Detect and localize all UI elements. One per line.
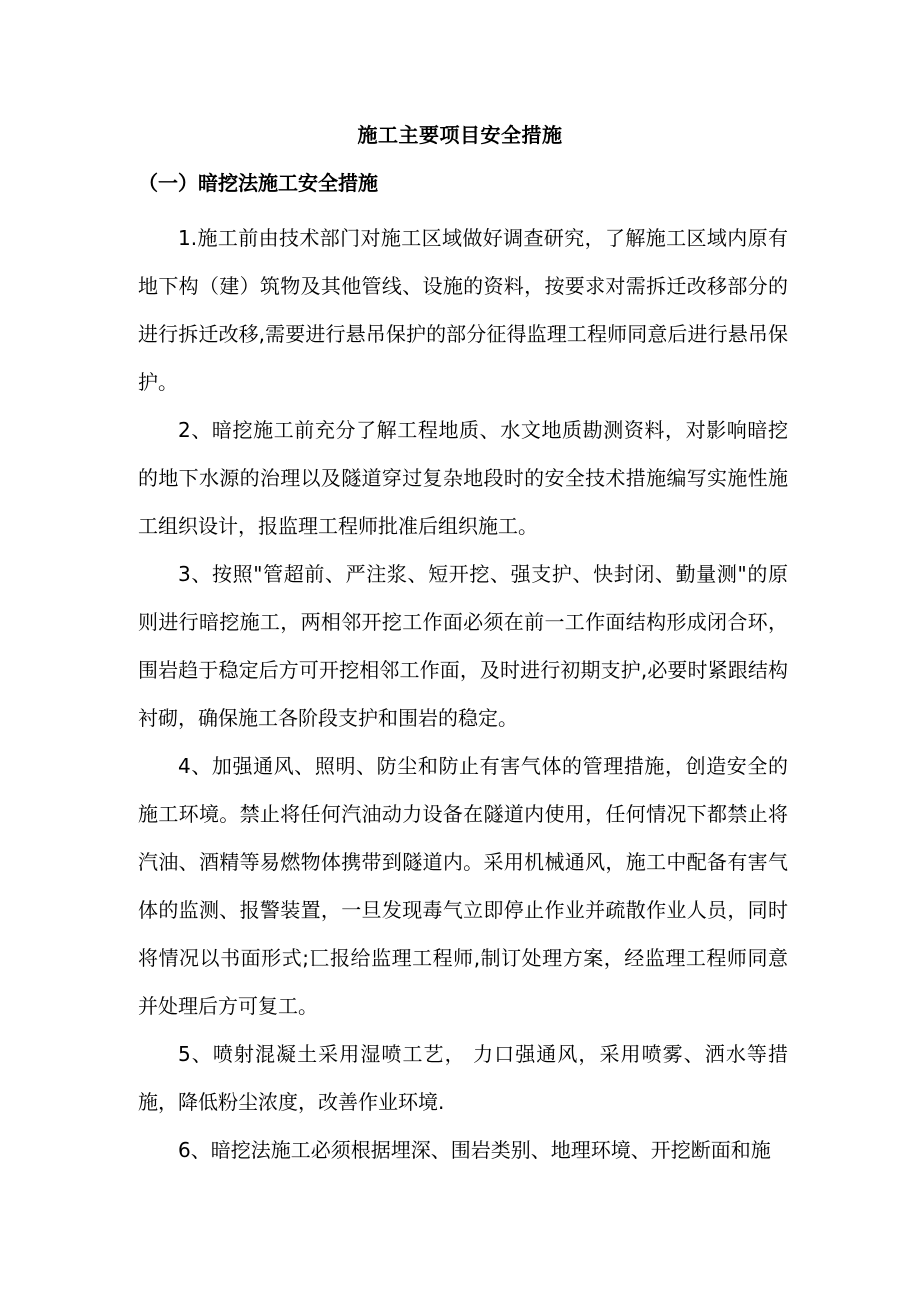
paragraph-4: 4、加强通风、照明、防尘和防止有害气体的管理措施，创造安全的施工环境。禁止将任何汽油动力设备在隧道内使用，任何情况下都禁止将汽油、酒精等易燃物体携带到隧道内。采用机械通风，施工中配备有害气体的监测、报警装置，一旦发现毒气立即停止作业并疏散作业人员，同时将情况以书面形式;匸报给监理工程师,制订处理方案，经监理工程师同意并处理后方可复工。: [138, 754, 788, 1018]
paragraph-5: 5、喷射混凝土采用湿喷工艺， 力口强通风，采用喷雾、洒水等措施，降低粉尘浓度，改善作业环境.: [138, 1042, 788, 1114]
document-body: [138, 214, 788, 1174]
paragraph-1: 1.施工前由技术部门对施工区域做好调查研究，了解施工区域内原有地下构（建）筑物及其他管线、设施的资料，按要求对需拆迁改移部分的进行拆迁改移,需要进行悬吊保护的部分征得监理工程师同意后进行悬吊保护。: [138, 226, 788, 394]
paragraph-6: 6、暗挖法施工必须根据埋深、围岩类别、地理环境、开挖断面和施: [178, 1138, 771, 1162]
section-heading: （一）暗挖法施工安全措施: [138, 171, 378, 195]
document-title: 施工主要项目安全措施: [357, 123, 563, 147]
paragraph-3: 3、按照"管超前、严注浆、短开挖、强支护、快封闭、勤量测"的原则进行暗挖施工，两相邻开挖工作面必须在前一工作面结构形成闭合环，围岩趋于稳定后方可开挖相邻工作面，及时进行初期支护,必要时紧跟结构衬砌，确保施工各阶段支护和围岩的稳定。: [138, 562, 788, 730]
paragraph-2: 2、暗挖施工前充分了解工程地质、水文地质勘测资料，对影响暗挖的地下水源的治理以及隧道穿过复杂地段时的安全技术措施编写实施性施工组织设计，报监理工程师批准后组织施工。: [138, 418, 788, 538]
